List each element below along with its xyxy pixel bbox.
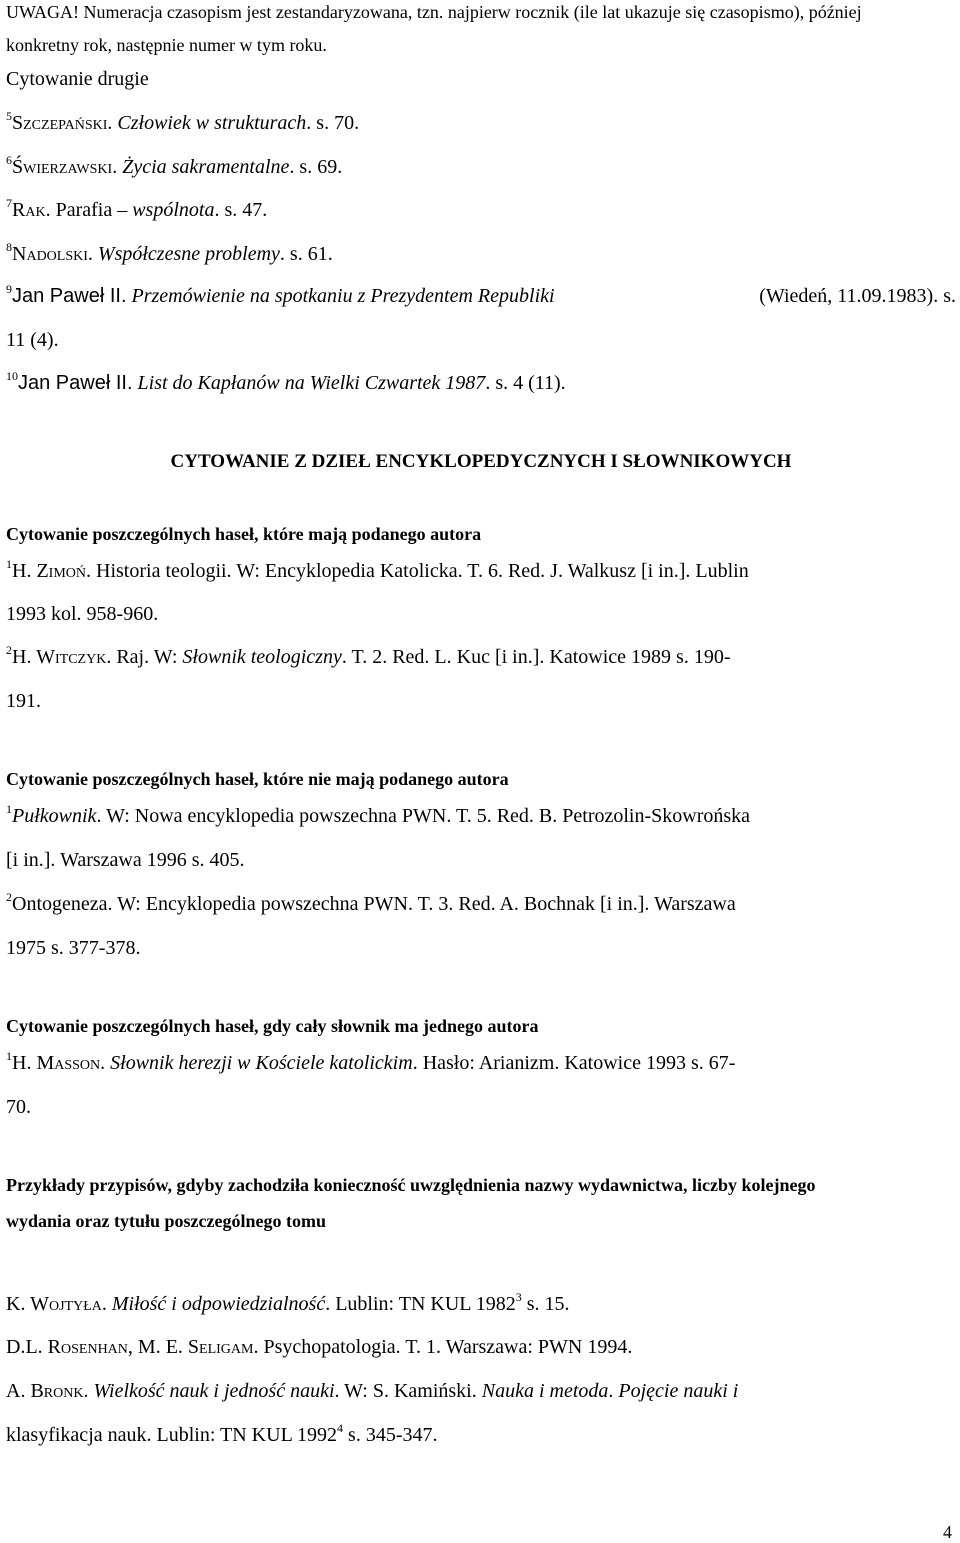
section-heading-second: Cytowanie drugie [6,68,149,90]
notice-line-1: UWAGA! Numeracja czasopism jest zestandaryzowana, tzn. najpierw rocznik (ile lat ukazuje się czasopismo), później [6,2,862,22]
example-1: K. Wojtyła. Miłość i odpowiedzialność. Lublin: TN KUL 1982$^3$ s. 15. [6,1290,570,1315]
example-3: A. Bronk. Wielkość nauk i jedność nauki. W: S. Kamiński. Nauka i metoda. Pojęcie nauki i [6,1380,739,1402]
sec2-entry-2-cont: 1975 s. 377-378. [6,937,141,959]
footnote-8: $^8$Nadolski. Współczesne problemy. s. 61. [6,240,333,265]
sec2-entry-1-cont: [i in.]. Warszawa 1996 s. 405. [6,849,245,871]
footnote-9-cont: 11 (4). [6,329,59,351]
example-2: D.L. Rosenhan, M. E. Seligam. Psychopatologia. T. 1. Warszawa: PWN 1994. [6,1336,633,1358]
examples-heading-line-2: wydania oraz tytułu poszczególnego tomu [6,1211,326,1231]
sec1-heading: Cytowanie poszczególnych haseł, które mają podanego autora [6,524,482,544]
sec3-entry-1: $^1$H. Masson. Słownik herezji w Kościele katolickim. Hasło: Arianizm. Katowice 1993 s. 67- [6,1049,736,1074]
examples-heading-line-1: Przykłady przypisów, gdyby zachodziła konieczność uwzględnienia nazwy wydawnictwa, liczby kolejnego [6,1175,816,1195]
sec2-entry-1: $^1$Pułkownik. W: Nowa encyklopedia powszechna PWN. T. 5. Red. B. Petrozolin-Skowrońska [6,802,751,827]
notice-line-2: konkretny rok, następnie numer w tym roku. [6,35,327,55]
sec1-entry-2-cont: 191. [6,690,41,712]
footnote-5: $^5$Szczepański. Człowiek w strukturach. s. 70. [6,109,360,134]
sec3-entry-1-cont: 70. [6,1096,31,1118]
example-3-cont: klasyfikacja nauk. Lublin: TN KUL 1992$^4$ s. 345-347. [6,1421,438,1446]
sec1-entry-2: $^2$H. Witczyk. Raj. W: Słownik teologiczny. T. 2. Red. L. Kuc [i in.]. Katowice 1989 s. 190- [6,643,731,668]
sec2-entry-2: $^2$Ontogeneza. W: Encyklopedia powszechna PWN. T. 3. Red. A. Bochnak [i in.]. Warszawa [6,890,736,915]
sec1-entry-1: $^1$H. Zimoń. Historia teologii. W: Encyklopedia Katolicka. T. 6. Red. J. Walkusz [i in.]. Lublin [6,557,749,582]
footnote-10: $^{10}$Jan Paweł II. List do Kapłanów na Wielki Czwartek 1987. s. 4 (11). [6,369,566,394]
encyclopedic-heading: CYTOWANIE Z DZIEŁ ENCYKLOPEDYCZNYCH I SŁOWNIKOWYCH [170,451,792,472]
sec2-heading: Cytowanie poszczególnych haseł, które nie mają podanego autora [6,769,509,789]
sec1-entry-1-cont: 1993 kol. 958-960. [6,603,159,625]
footnote-6: $^6$Świerzawski. Życia sakramentalne. s. 69. [6,153,343,178]
sec3-heading: Cytowanie poszczególnych haseł, gdy cały słownik ma jednego autora [6,1016,539,1036]
page-number: 4 [943,1522,952,1542]
footnote-9: $^9$Jan Paweł II. Przemówienie na spotkaniu z Prezydentem Republiki (Wiedeń, 11.09.1983). s. [6,282,956,307]
footnote-7: $^7$Rak. Parafia – wspólnota. s. 47. [6,196,268,221]
